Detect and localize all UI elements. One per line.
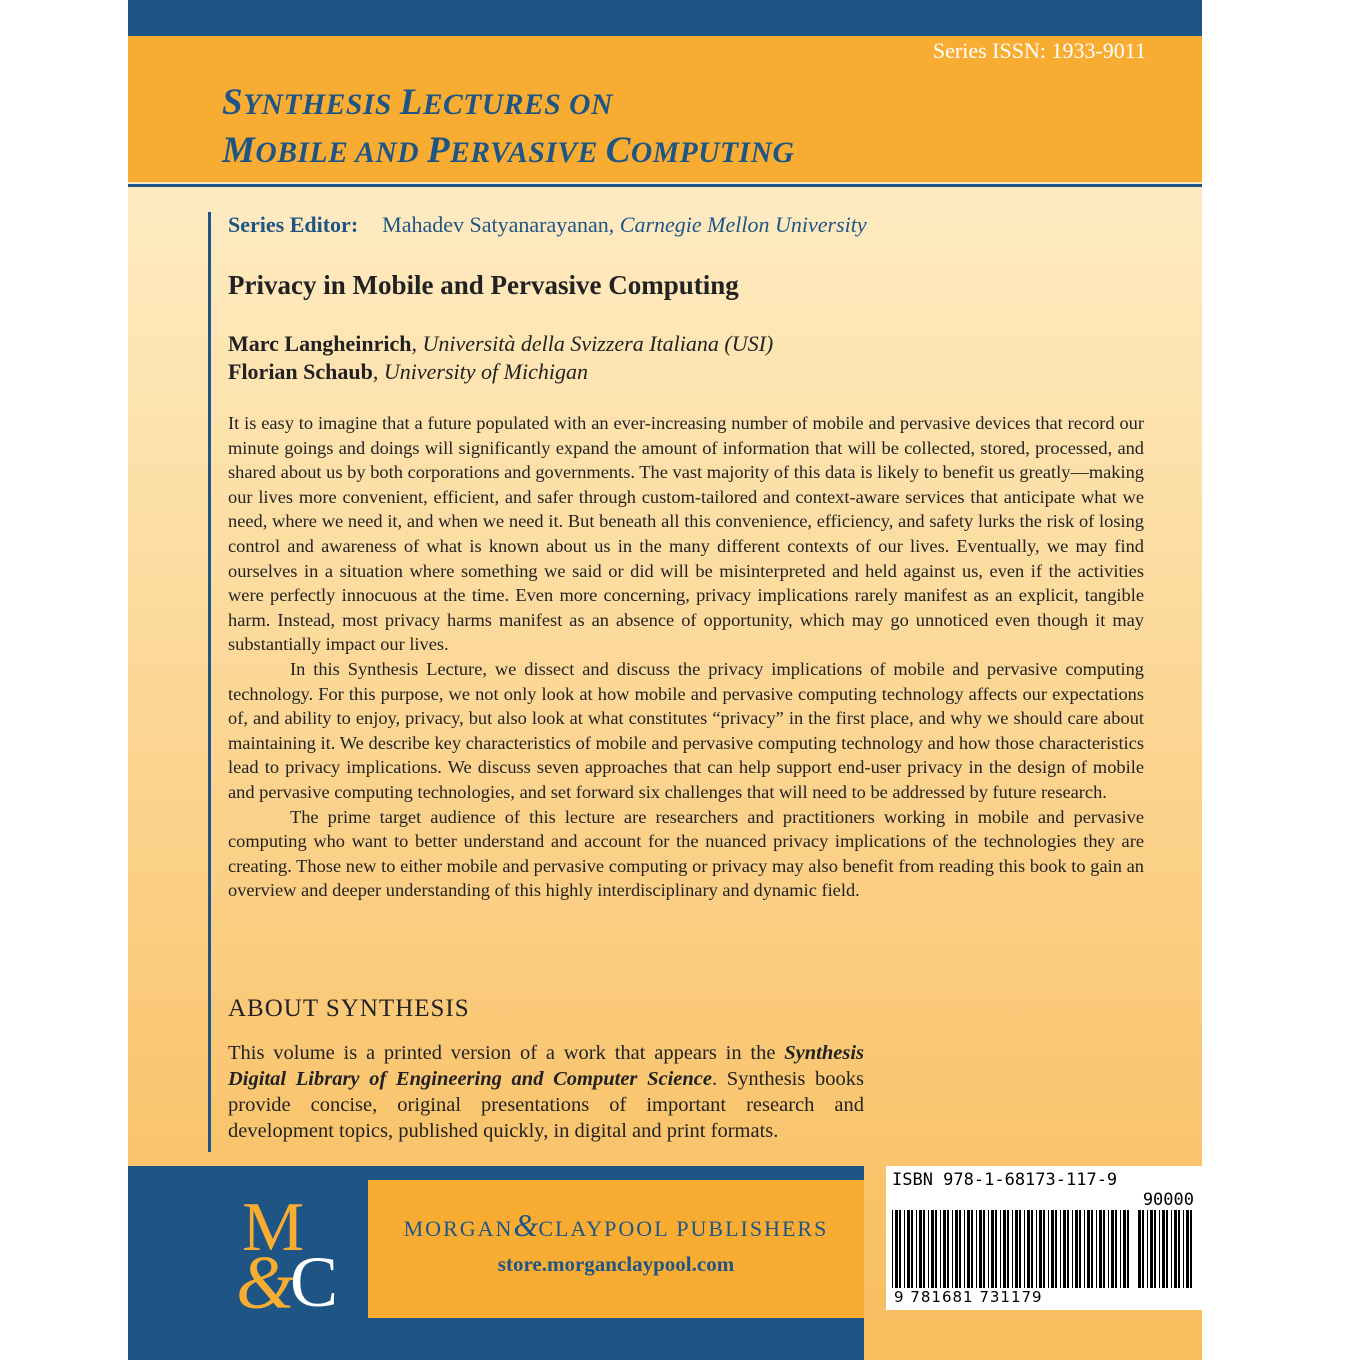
barcode-bar <box>1012 1210 1013 1288</box>
barcode-bar <box>911 1210 913 1288</box>
ean-barcode-bars <box>892 1210 1132 1288</box>
barcode-bar <box>1072 1210 1073 1288</box>
barcode-bar <box>988 1210 989 1288</box>
back-cover <box>128 0 1202 1360</box>
barcode-bar <box>952 1210 953 1288</box>
barcode-bar <box>923 1210 925 1288</box>
series-editor-label: Series Editor: <box>228 212 359 237</box>
barcode-bar <box>1127 1210 1129 1288</box>
book-title: Privacy in Mobile and Pervasive Computing <box>228 270 739 300</box>
barcode-bar <box>955 1210 958 1288</box>
barcode-bar <box>959 1210 961 1288</box>
barcode-bar <box>1171 1210 1172 1288</box>
logo-ampersand: & <box>236 1241 296 1318</box>
barcode-bar <box>995 1210 997 1288</box>
barcode-bar <box>1183 1210 1184 1288</box>
publisher-logo <box>228 1184 368 1318</box>
barcode-bar <box>964 1210 965 1288</box>
ean-digits: 9 781681 731179 <box>894 1288 1043 1306</box>
barcode-bar <box>1079 1210 1081 1288</box>
barcode-bar <box>1186 1210 1189 1288</box>
barcode-bar <box>1150 1210 1153 1288</box>
barcode-bar <box>1159 1210 1160 1288</box>
barcode-bar <box>904 1210 905 1288</box>
barcode-bar <box>1027 1210 1030 1288</box>
barcode-bar <box>1147 1210 1148 1288</box>
barcode-bar <box>1019 1210 1021 1288</box>
publisher-url: store.morganclaypool.com <box>497 1252 735 1276</box>
barcode-bar <box>919 1210 922 1288</box>
content-margin-line <box>208 212 211 1152</box>
barcode-bar <box>899 1210 901 1288</box>
barcode-bar <box>907 1210 910 1288</box>
barcode-bar <box>1111 1210 1114 1288</box>
library-name: Synthesis Digital Library of Engineering and Computer Science <box>228 1042 864 1090</box>
barcode-bar <box>895 1210 898 1288</box>
barcode-bar <box>1067 1210 1069 1288</box>
barcode-bar <box>1024 1210 1025 1288</box>
barcode-bar <box>1039 1210 1042 1288</box>
barcode-bar <box>976 1210 977 1288</box>
author-2: Florian Schaub, University of Michigan <box>228 359 588 384</box>
barcode-bar <box>1060 1210 1061 1288</box>
author-list <box>228 330 773 386</box>
barcode-bar <box>1000 1210 1001 1288</box>
top-navy-band <box>128 0 1202 36</box>
barcode-bar <box>1138 1210 1141 1288</box>
barcode-bar <box>940 1210 941 1288</box>
barcode-bar <box>931 1210 934 1288</box>
abstract-paragraph-1: It is easy to imagine that a future populated with an ever-increasing number of mobile and pervasive devices that record our minute goings and doings will significantly expand the amount of information that will be collected, stored, processed, and shared about us by both corporations and governments. The vast majority of this data is likely to benefit us greatly—making our lives more convenient, efficient, and safer through custom-tailored and context-aware services that anticipate what we need, where we need it, and when we need it. But beneath all this convenience, efficiency, and safety lurks the risk of losing control and awareness of what is known about us in the many different contexts of our lives. Eventually, we may find ourselves in a situation where something we said or did will be misinterpreted and held against us, even if the activities were perfectly innocuous at the time. Even more concerning, privacy implications rarely manifest as an explicit, tangible harm. Instead, most privacy harms manifest as an absence of opportunity, which may go unnoticed even though it may substantially impact our lives. <box>228 413 1144 655</box>
about-synthesis-heading: ABOUT SYNTHESIS <box>228 995 470 1022</box>
abstract-paragraph-3: The prime target audience of this lecture are researchers and practitioners working in mobile and pervasive computing who want to better understand and account for the nuanced privacy implications of the technologies they are creating. Those new to either mobile and pervasive computing or privacy may also benefit from reading this book to gain an overview and deeper understanding of this highly interdisciplinary and dynamic field. <box>228 806 1144 901</box>
barcode-bar <box>979 1210 982 1288</box>
publisher-panel <box>368 1180 864 1318</box>
barcode-bar <box>1043 1210 1045 1288</box>
series-issn: Series ISSN: 1933-9011 <box>932 38 1146 63</box>
barcode-bar <box>1174 1210 1177 1288</box>
barcode-bar <box>1031 1210 1033 1288</box>
barcode-bar <box>1142 1210 1144 1288</box>
series-title: SYNTHESIS LECTURES ON MOBILE AND PERVASIVE COMPUTING <box>222 82 795 171</box>
barcode-bar <box>935 1210 937 1288</box>
series-editor-name: Mahadev Satyanarayanan, <box>382 212 615 237</box>
barcode-bar <box>947 1210 949 1288</box>
barcode-bar <box>1099 1210 1102 1288</box>
barcode-bar <box>1087 1210 1090 1288</box>
barcode-bar <box>991 1210 994 1288</box>
book-abstract <box>228 411 1144 903</box>
barcode-bar <box>928 1210 929 1288</box>
barcode-bar <box>983 1210 985 1288</box>
addon-barcode-bars <box>1138 1210 1194 1288</box>
logo-letter-c: C <box>290 1242 339 1318</box>
barcode-bar <box>967 1210 970 1288</box>
barcode-bar <box>1084 1210 1085 1288</box>
series-editor-affiliation: Carnegie Mellon University <box>619 212 867 237</box>
barcode-bar <box>971 1210 973 1288</box>
publisher-name: MORGAN&CLAYPOOL PUBLISHERS <box>403 1207 829 1243</box>
price-code: 90000 <box>1142 1190 1194 1210</box>
barcode-bar <box>1055 1210 1057 1288</box>
barcode-bar <box>1103 1210 1105 1288</box>
logo-letter-m: M <box>242 1189 305 1266</box>
author-1: Marc Langheinrich, Università della Svizzera Italiana (USI) <box>228 331 774 356</box>
barcode-bar <box>1096 1210 1097 1288</box>
barcode-bar <box>1115 1210 1117 1288</box>
barcode-bar <box>1166 1210 1168 1288</box>
barcode-bar <box>1178 1210 1180 1288</box>
header-divider <box>128 184 1202 187</box>
barcode-bar <box>1154 1210 1156 1288</box>
barcode-bar <box>1003 1210 1006 1288</box>
barcode-bar <box>1120 1210 1121 1288</box>
series-editor <box>228 212 867 238</box>
barcode-bar <box>1007 1210 1009 1288</box>
barcode-bar <box>1108 1210 1109 1288</box>
barcode-bar <box>1048 1210 1049 1288</box>
barcode-bar <box>892 1210 893 1288</box>
barcode-bar <box>1036 1210 1037 1288</box>
barcode-bar <box>1015 1210 1018 1288</box>
barcode-bar <box>916 1210 917 1288</box>
barcode-bar <box>1063 1210 1066 1288</box>
barcode-bar <box>1162 1210 1165 1288</box>
isbn-barcode <box>886 1166 1202 1310</box>
about-synthesis-text: This volume is a printed version of a work that appears in the Synthesis Digital Library of Engineering and Computer Science. Synthesis books provide concise, original presentations of important research and development topics, published quickly, in digital and print formats. <box>228 1042 865 1142</box>
barcode-bar <box>1190 1210 1192 1288</box>
barcode-bar <box>1091 1210 1093 1288</box>
barcode-bar <box>943 1210 946 1288</box>
barcode-bar <box>1051 1210 1054 1288</box>
isbn-number: ISBN 978-1-68173-117-9 <box>892 1170 1118 1190</box>
barcode-bar <box>1075 1210 1078 1288</box>
abstract-paragraph-2: In this Synthesis Lecture, we dissect and discuss the privacy implications of mobile and pervasive computing technology. For this purpose, we not only look at how mobile and pervasive computing technology affects our expectations of, and ability to enjoy, privacy, but also look at what constitutes “privacy” in the first place, and why we should care about maintaining it. We describe key characteristics of mobile and pervasive computing technology and how those characteristics lead to privacy implications. We discuss seven approaches that can help support end-user privacy in the design of mobile and pervasive computing technologies, and set forward six challenges that will need to be addressed by future research. <box>228 658 1144 802</box>
barcode-bar <box>1123 1210 1126 1288</box>
